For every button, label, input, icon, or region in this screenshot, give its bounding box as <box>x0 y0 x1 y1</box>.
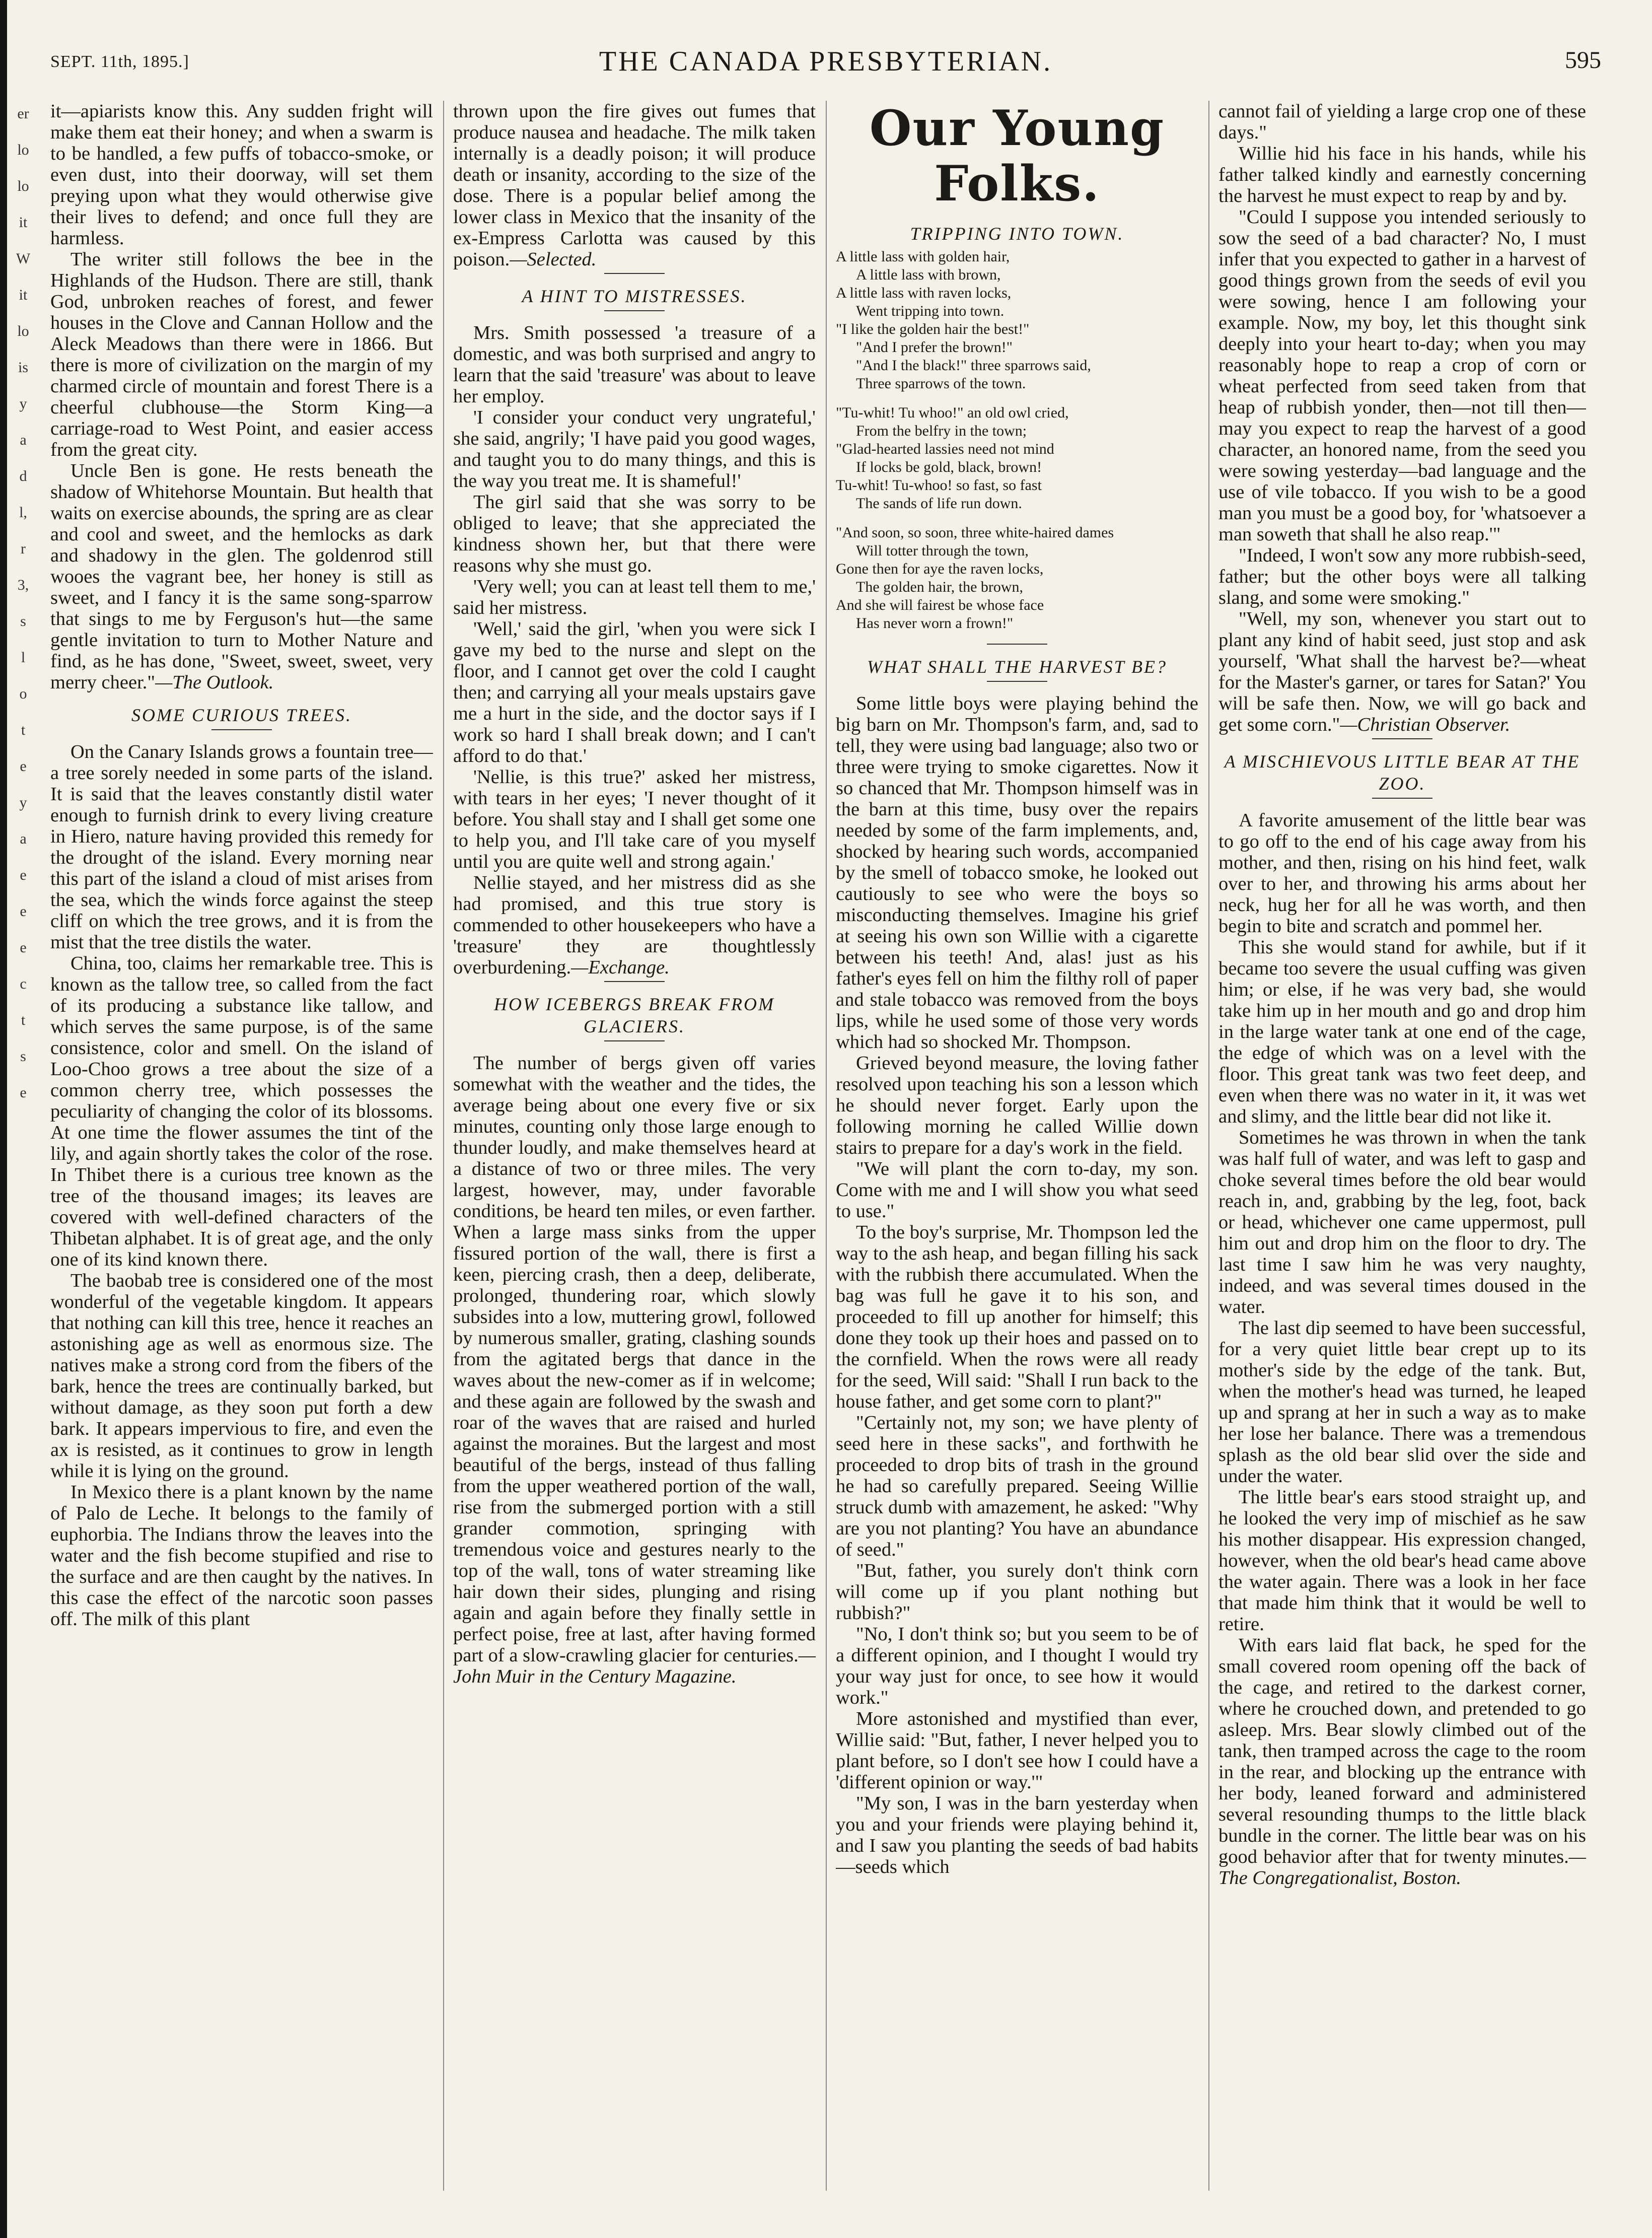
article-paragraph: The baobab tree is considered one of the most wonderful of the vegetable kingdom. It appears that nothing can kill this tree, hence it reaches an astonishing age as well as enormous size. The natives make a strong cord from the fibers of the bark, hence the trees are continually barked, but without damage, as they soon put forth a dew bark. It appears impervious to fire, and even the ax is resisted, as it continues to grow in length while it is lying on the ground. <box>50 1270 433 1482</box>
poem-line: Three sparrows of the town. <box>856 375 1026 392</box>
margin-fragment: o <box>19 685 27 702</box>
article-paragraph: Some little boys were playing behind the big barn on Mr. Thompson's farm, and, sad to tell, they were using bad language; also two or three were trying to smoke cigarettes. Now it so chanced that Mr. Thompson himself was in the barn at this time, busy over the repairs needed by some of the farm implements, and, shocked by hearing such words, accompanied by the smell of tobacco smoke, he looked out cautiously to see who were the boys so misconducting themselves. Imagine his grief at seeing his own son Willie with a cigarette between his teeth! And, alas! just as his father's eyes fell on him the filthy roll of paper and stale tobacco was removed from the boys lips, while he used some of those very words which had so shocked Mr. Thompson. <box>836 693 1198 1053</box>
poem-line: Has never worn a frown!" <box>856 615 1014 632</box>
article-paragraph: 'Very well; you can at least tell them to me,' said her mistress. <box>453 576 816 618</box>
article-heading: A HINT TO MISTRESSES. <box>522 286 747 306</box>
article-paragraph: Sometimes he was thrown in when the tank was half full of water, and was left to gasp and choke several times before the old bear would reach in, and, grabbing by the leg, foot, back or head, whichever one came uppermost, pull him out and drop him on the floor to dry. The last time I saw him he was very naughty, indeed, and was several times doused in the water. <box>1218 1127 1586 1317</box>
margin-fragment: lo <box>17 323 29 339</box>
paragraph-text: thrown upon the fire gives out fumes that produce nausea and headache. The milk taken internally is a deadly poison; it will produce death or insanity, according to the size of the dose. There is a popular belief among the lower class in Mexico that the insanity of the ex-Empress Carlotta was caused by this poison. <box>453 101 816 270</box>
poem-line: "And I prefer the brown!" <box>856 339 1013 356</box>
book-binding-edge <box>0 0 7 2238</box>
article-paragraph: "But, father, you surely don't think corn will come up if you plant nothing but rubbish?" <box>836 1560 1198 1624</box>
article-heading: A MISCHIEVOUS LITTLE BEAR AT THE ZOO. <box>1224 751 1581 794</box>
margin-fragment: a <box>20 830 27 847</box>
source-credit: —The Congregationalist, Boston. <box>1218 1846 1586 1889</box>
poem-line: The sands of life run down. <box>856 495 1022 512</box>
article-paragraph <box>1218 1635 1586 1889</box>
heading-rule <box>1372 798 1432 799</box>
article-paragraph: A favorite amusement of the little bear was to go off to the end of his cage away from his mother, and then, rising on his hind feet, walk over to her, and throwing his arms about her neck, hug her for all he was worth, and then begin to bite and scratch and pommel her. <box>1218 810 1586 937</box>
poem-title: TRIPPING INTO TOWN. <box>910 224 1124 244</box>
poem-line: If locks be gold, black, brown! <box>856 459 1042 475</box>
article-paragraph: More astonished and mystified than ever, Willie said: "But, father, I never helped you to plant before, so I don't see how I could have a 'different opinion or way.'" <box>836 1708 1198 1793</box>
article-paragraph <box>453 1053 816 1687</box>
newspaper-title: THE CANADA PRESBYTERIAN. <box>599 46 1053 77</box>
margin-fragment: is <box>18 359 28 376</box>
paragraph-text: With ears laid flat back, he sped for the small covered room opening off the back of the cage, and retired to the darkest corner, where he crouched down, and pretended to go asleep. Mrs. Bear slowly climbed out of the tank, then tramped across the cage to the room in the rear, and blocking up the entrance with her body, leaned forward and administered several resounding thumps to the little black bundle in the corner. The little bear was on his good behavior after that for twenty minutes. <box>1218 1635 1586 1867</box>
poem-stanza <box>836 404 1198 513</box>
poem-line: Went tripping into town. <box>856 303 1004 319</box>
margin-fragment: 3, <box>17 577 29 593</box>
margin-fragment: e <box>20 1084 27 1101</box>
heading-rule <box>604 310 665 311</box>
margin-fragment: lo <box>17 142 29 158</box>
source-credit: —Exchange. <box>571 957 670 978</box>
article-paragraph: The writer still follows the bee in the Highlands of the Hudson. There are still, thank God, unbroken reaches of forest, and fewer houses in the Clove and Cannan Hollow and the Aleck Meadows than there were in 1866. But there is more of civilization on the margin of my charmed circle of mountain and forest There is a cheerful clubhouse—the Storm King—a carriage-road to West Point, and easier access from the great city. <box>50 249 433 460</box>
article-paragraph: On the Canary Islands grows a fountain tree—a tree sorely needed in some parts of the island. It is said that the leaves constantly distil water enough to furnish drink to every living creature in Hiero, nature having provided this remedy for the drought of the island. Every morning near this part of the island a cloud of mist arises from the sea, which the winds force against the steep cliff on which the tree grows, and it is from the mist that the tree distils the water. <box>50 741 433 953</box>
margin-fragment: e <box>20 903 27 920</box>
paragraph-text: Nellie stayed, and her mistress did as she had promised, and this true story is commended to other housekeepers who have a 'treasure' they are thoughtlessly overburdening. <box>453 872 816 978</box>
poem-line: A little lass with brown, <box>856 266 1001 283</box>
column-divider <box>1208 101 1209 2191</box>
column-2 <box>453 101 816 2216</box>
margin-fragment: r <box>21 540 26 557</box>
article-paragraph: To the boy's surprise, Mr. Thompson led the way to the ash heap, and began filling his sack with the rubbish there accumulated. When the bag was full he gave it to his son, and proceeded to fill up another for himself; this done they took up their hoes and passed on to the cornfield. When the rows were all ready for the seed, Will said: "Shall I run back to the house father, and get some corn to plant?" <box>836 1222 1198 1412</box>
margin-fragment: s <box>20 613 26 630</box>
poem-line: "I like the golden hair the best!" <box>836 321 1030 337</box>
poem-line: Gone then for aye the raven locks, <box>836 561 1044 577</box>
margin-fragment: s <box>20 1048 26 1065</box>
source-credit: —Selected. <box>510 249 597 270</box>
column-divider <box>443 101 444 2191</box>
article-paragraph: 'I consider your conduct very ungrateful,' she said, angrily; 'I have paid you good wages, and taught you to do many things, and this is the way you treat me. It is shameful!' <box>453 407 816 492</box>
page-number: 595 <box>1565 47 1601 74</box>
paragraph-text: "Well, my son, whenever you start out to plant any kind of habit seed, just stop and ask yourself, 'What shall the harvest be?—wheat for the Master's garner, or tares for Satan?' You will be safe then. Now, we will go back and get some corn." <box>1218 608 1586 735</box>
article-paragraph <box>50 460 433 693</box>
margin-fragment: W <box>16 250 31 267</box>
column-3 <box>836 101 1198 2216</box>
poem-line: A little lass with golden hair, <box>836 248 1010 265</box>
article-paragraph: 'Well,' said the girl, 'when you were sick I gave my bed to the nurse and slept on the floor, and I cannot get over the cold I caught then; and carrying all your meals upstairs gave me a hurt in the side, and the doctor says if I work so hard I shall break down; and I can't afford to do that.' <box>453 618 816 766</box>
article-heading: WHAT SHALL THE HARVEST BE? <box>867 657 1168 677</box>
section-rule <box>604 273 665 274</box>
margin-fragment: l <box>21 649 26 666</box>
adjacent-page-fragments <box>8 96 38 1111</box>
poem-line: From the belfry in the town; <box>856 423 1027 439</box>
article-paragraph: "Could I suppose you intended seriously to sow the seed of a bad character? No, I must infer that you expected to gather in a harvest of good things grown from the seeds of evil you were sowing, hence I am following your example. Now, my boy, let this thought sink deeply into your heart to-day; when you may reasonably hope to reap a crop of corn or wheat perfected from seed taken from that heap of rubbish yonder, then—not till then—may you expect to reap the harvest of a good character, an honored name, from the seed you were sowing yesterday—bad language and the use of vile tobacco. If you wish to be a good man you must be a good boy, for 'whatsoever a man soweth that shall he also reap.'" <box>1218 206 1586 545</box>
poem-stanza <box>836 524 1198 633</box>
article-paragraph: China, too, claims her remarkable tree. This is known as the tallow tree, so called from the fact of its producing a substance like tallow, and which serves the same purpose, is of the same consistence, color and smell. On the island of Loo-Choo grows a tree about the size of a common cherry tree, which possesses the peculiarity of changing the color of its blossoms. At one time the flower assumes the tint of the lily, and again shortly takes the color of the rose. In Thibet there is a curious tree known as the tree of the thousand images; its leaves are covered with well-defined characters of the Thibetan alphabet. It is of great age, and the only one of its kind known there. <box>50 953 433 1270</box>
column-4 <box>1218 101 1586 2216</box>
article-paragraph: In Mexico there is a plant known by the name of Palo de Leche. It belongs to the family of euphorbia. The Indians throw the leaves into the water and the fish become stupified and rise to the surface and are then caught by the natives. In this case the effect of the narcotic soon passes off. The milk of this plant <box>50 1482 433 1630</box>
paragraph-text: Uncle Ben is gone. He rests beneath the shadow of Whitehorse Mountain. But health that waits on exercise abounds, the spring are as clear and cool and sweet, and the hemlocks as dark and shadowy in the glen. The goldenrod still wooes the vagrant bee, her honey is still as sweet, and I fancy it is the same song-sparrow that sings to me by Ferguson's hut—the same gentle invitation to turn to Mother Nature and find, as he has done, "Sweet, sweet, sweet, very merry cheer." <box>50 460 433 693</box>
poem <box>836 248 1198 633</box>
margin-fragment: a <box>20 432 27 448</box>
article-paragraph: "We will plant the corn to-day, my son. Come with me and I will show you what seed to use." <box>836 1158 1198 1222</box>
poem-line: Will totter through the town, <box>856 542 1029 559</box>
paragraph-text: The number of bergs given off varies somewhat with the weather and the tides, the average being about one every five or six minutes, counting only those large enough to thunder loudly, and make themselves heard at a distance of two or three miles. The very largest, however, may, under favorable conditions, be heard ten miles, or even farther. When a large mass sinks from the upper fissured portion of the wall, there is first a keen, piercing crash, then a deep, deliberate, prolonged, thundering roar, which slowly subsides into a low, muttering growl, followed by numerous smaller, grating, clashing sounds from the agitated bergs that dance in the waves about the new-comer as if in welcome; and these again are followed by the swash and roar of the waves that are raised and hurled against the moraines. But the largest and most beautiful of the bergs, instead of thus falling from the upper weathered portion of the wall, rise from the submerged portion with a still grander commotion, springing with tremendous voice and gestures nearly to the top of the wall, tons of water streaming like hair down their sides, plunging and rising again and again before they finally settle in perfect poise, free at last, after having formed part of a slow-crawling glacier for centuries. <box>453 1053 816 1666</box>
issue-date: SEPT. 11th, 1895.] <box>50 52 189 71</box>
article-paragraph: "Certainly not, my son; we have plenty of seed here in these sacks", and forthwith he proceeded to drop bits of trash in the ground he had so carefully prepared. Seeing Willie struck dumb with amazement, he asked: "Why are you not planting? You have an abundance of seed." <box>836 1412 1198 1560</box>
article-paragraph: Grieved beyond measure, the loving father resolved upon teaching his son a lesson which he should never forget. Early upon the following morning he called Willie down stairs to prepare for a day's work in the field. <box>836 1053 1198 1158</box>
poem-line: And she will fairest be whose face <box>836 597 1044 613</box>
article-paragraph: "Indeed, I won't sow any more rubbish-seed, father; but the other boys were all talking slang, and some were smoking." <box>1218 545 1586 608</box>
source-credit: —Christian Observer. <box>1340 714 1511 735</box>
margin-fragment: er <box>17 105 29 122</box>
poem-line: "Tu-whit! Tu whoo!" an old owl cried, <box>836 404 1069 421</box>
column-1 <box>50 101 433 2216</box>
poem-stanza <box>836 248 1198 393</box>
margin-fragment: y <box>19 794 27 811</box>
margin-fragment: lo <box>17 178 29 194</box>
article-paragraph: The last dip seemed to have been successful, for a very quiet little bear crept up to its mother's side by the edge of the tank. But, when the mother's head was turned, he leaped up and sprang at her in such a way as to make her lose her balance. There was a tremendous splash as the old bear slid over the side and under the water. <box>1218 1317 1586 1487</box>
article-paragraph: Willie hid his face in his hands, while his father talked kindly and earnestly concerning the harvest he must expect to reap by and by. <box>1218 143 1586 206</box>
margin-fragment: l, <box>19 504 27 521</box>
article-paragraph: Mrs. Smith possessed 'a treasure of a domestic, and was both surprised and angry to learn that the said 'treasure' was about to leave her employ. <box>453 322 816 407</box>
margin-fragment: e <box>20 758 27 775</box>
article-heading: HOW ICEBERGS BREAK FROM GLACIERS. <box>494 994 775 1036</box>
article-paragraph: The girl said that she was sorry to be obliged to leave; that she appreciated the kindness shown her, but that there were reasons why she must go. <box>453 492 816 576</box>
article-paragraph <box>453 101 816 270</box>
margin-fragment: t <box>21 1012 26 1028</box>
margin-fragment: e <box>20 867 27 883</box>
heading-rule <box>211 729 272 730</box>
article-heading: SOME CURIOUS TREES. <box>131 705 352 725</box>
article-paragraph <box>453 872 816 978</box>
margin-fragment: c <box>20 975 27 992</box>
section-rule <box>987 644 1047 645</box>
article-paragraph: The little bear's ears stood straight up, and he looked the very imp of mischief as he saw his mother disappear. His expression changed, however, when the old bear's head came above the water again. There was a look in her face that made him think that it would be well to retire. <box>1218 1487 1586 1635</box>
heading-rule <box>604 1040 665 1041</box>
margin-fragment: it <box>19 214 28 231</box>
section-heading-our-young-folks: Our Young Folks. <box>869 101 1165 212</box>
poem-line: A little lass with raven locks, <box>836 285 1012 301</box>
article-paragraph: "No, I don't think so; but you seem to be of a different opinion, and I thought I would try your way just for once, to see how it would work." <box>836 1624 1198 1708</box>
article-paragraph: This she would stand for awhile, but if it became too severe the usual cuffing was given him; or else, if he was very bad, she would take him up in her mouth and go and drop him in the large water tank at one end of the cage, the edge of which was on a level with the floor. This great tank was two feet deep, and even when there was no water in it, it was wet and slimy, and the little bear did not like it. <box>1218 937 1586 1127</box>
article-paragraph: 'Nellie, is this true?' asked her mistress, with tears in her eyes; 'I never thought of it before. You shall stay and I shall get some one to help you, and I'll take care of you myself until you are quite well and strong again.' <box>453 766 816 872</box>
article-paragraph: it—apiarists know this. Any sudden fright will make them eat their honey; and when a swarm is to be handled, a few puffs of tobacco-smoke, or even dust, into their doorway, will set them preying upon what they would otherwise give their lives to defend; and once full they are harmless. <box>50 101 433 249</box>
article-paragraph <box>1218 608 1586 735</box>
margin-fragment: it <box>19 287 28 303</box>
poem-line: "And I the black!" three sparrows said, <box>856 357 1091 374</box>
source-credit: —The Outlook. <box>155 672 274 693</box>
poem-line: Tu-whit! Tu-whoo! so fast, so fast <box>836 477 1042 494</box>
section-rule <box>1372 738 1432 739</box>
margin-fragment: d <box>19 468 27 484</box>
article-paragraph: "My son, I was in the barn yesterday when you and your friends were playing behind it, and I saw you planting the seeds of bad habits—seeds which <box>836 1793 1198 1877</box>
section-rule <box>604 981 665 982</box>
source-credit: —John Muir in the Century Magazine. <box>453 1645 816 1687</box>
margin-fragment: y <box>19 395 27 412</box>
heading-rule <box>987 681 1047 682</box>
poem-line: "And soon, so soon, three white-haired dames <box>836 524 1114 541</box>
margin-fragment: e <box>20 939 27 956</box>
poem-line: "Glad-hearted lassies need not mind <box>836 441 1054 457</box>
margin-fragment: t <box>21 722 26 738</box>
poem-line: The golden hair, the brown, <box>856 579 1024 595</box>
masthead <box>50 44 1601 80</box>
column-divider <box>826 101 827 2191</box>
article-paragraph: cannot fail of yielding a large crop one of these days." <box>1218 101 1586 143</box>
